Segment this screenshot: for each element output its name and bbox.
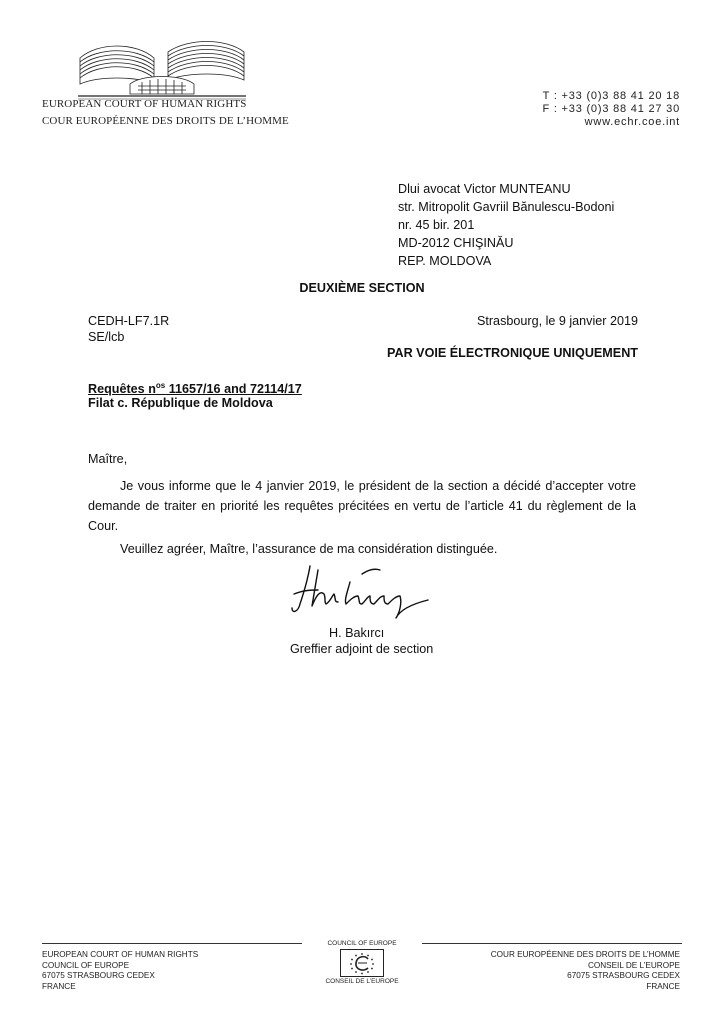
reference-code: CEDH-LF7.1R: [88, 314, 170, 328]
org-name-en: EUROPEAN COURT OF HUMAN RIGHTS: [42, 98, 247, 110]
telephone-number: T : +33 (0)3 88 41 20 18: [542, 90, 680, 102]
footer-line: 67075 STRASBOURG CEDEX: [567, 971, 680, 981]
footer-line: COUNCIL OF EUROPE: [42, 960, 130, 970]
signatory-title: Greffier adjoint de section: [290, 642, 434, 656]
org-name-fr: COUR EUROPÉENNE DES DROITS DE L’HOMME: [42, 115, 289, 127]
case-name: Filat c. République de Moldova: [88, 396, 273, 410]
footer-rule-left: [42, 943, 302, 944]
footer-line: COUR EUROPÉENNE DES DROITS DE L’HOMME: [490, 950, 680, 959]
recipient-line: nr. 45 bir. 201: [398, 218, 475, 232]
salutation: Maître,: [88, 452, 128, 466]
fax-number: F : +33 (0)3 88 41 27 30: [542, 103, 680, 115]
section-title: DEUXIÈME SECTION: [299, 281, 425, 295]
footer-line: EUROPEAN COURT OF HUMAN RIGHTS: [42, 950, 199, 959]
recipient-line: REP. MOLDOVA: [398, 254, 492, 268]
signatory-name: H. Bakırcı: [329, 626, 385, 640]
footer-line: CONSEIL DE L’EUROPE: [587, 960, 680, 970]
closing-formula: Veuillez agréer, Maître, l’assurance de ma considération distinguée.: [120, 542, 498, 556]
coe-label-en: COUNCIL OF EUROPE: [327, 940, 397, 947]
coe-emblem-icon: [340, 949, 384, 977]
recipient-line: MD-2012 CHIŞINĂU: [398, 236, 514, 250]
recipient-address: [398, 180, 614, 270]
council-of-europe-logo: [318, 940, 406, 986]
website-link[interactable]: www.echr.coe.int: [584, 116, 680, 128]
date-place: Strasbourg, le 9 janvier 2019: [476, 314, 638, 328]
application-superscript: os: [155, 381, 166, 390]
footer-line: 67075 STRASBOURG CEDEX: [42, 971, 155, 981]
recipient-line: str. Mitropolit Gavriil Bănulescu-Bodoni: [398, 200, 615, 214]
application-label: Requêtes n: [88, 382, 156, 397]
delivery-note: PAR VOIE ÉLECTRONIQUE UNIQUEMENT: [387, 346, 638, 360]
footer-rule-right: [422, 943, 682, 944]
footer-address-right: [491, 950, 680, 992]
footer-address-left: [42, 950, 198, 992]
coe-label-fr: CONSEIL DE L’EUROPE: [325, 978, 399, 985]
body-paragraph: Je vous informe que le 4 janvier 2019, le président de la section a décidé d’accepter votre demande de traiter en priorité les requêtes précitées en vertu de l’article 41 du règlement de la Cour.: [88, 479, 636, 533]
court-building-logo: [78, 38, 246, 104]
reference-initials: SE/lcb: [88, 330, 125, 344]
application-number-values: 11657/16 and 72114/17: [165, 382, 302, 397]
footer-line: FRANCE: [42, 981, 76, 991]
handwritten-signature: [288, 560, 438, 622]
footer-line: FRANCE: [646, 981, 680, 991]
recipient-line: Dlui avocat Victor MUNTEANU: [398, 182, 571, 196]
